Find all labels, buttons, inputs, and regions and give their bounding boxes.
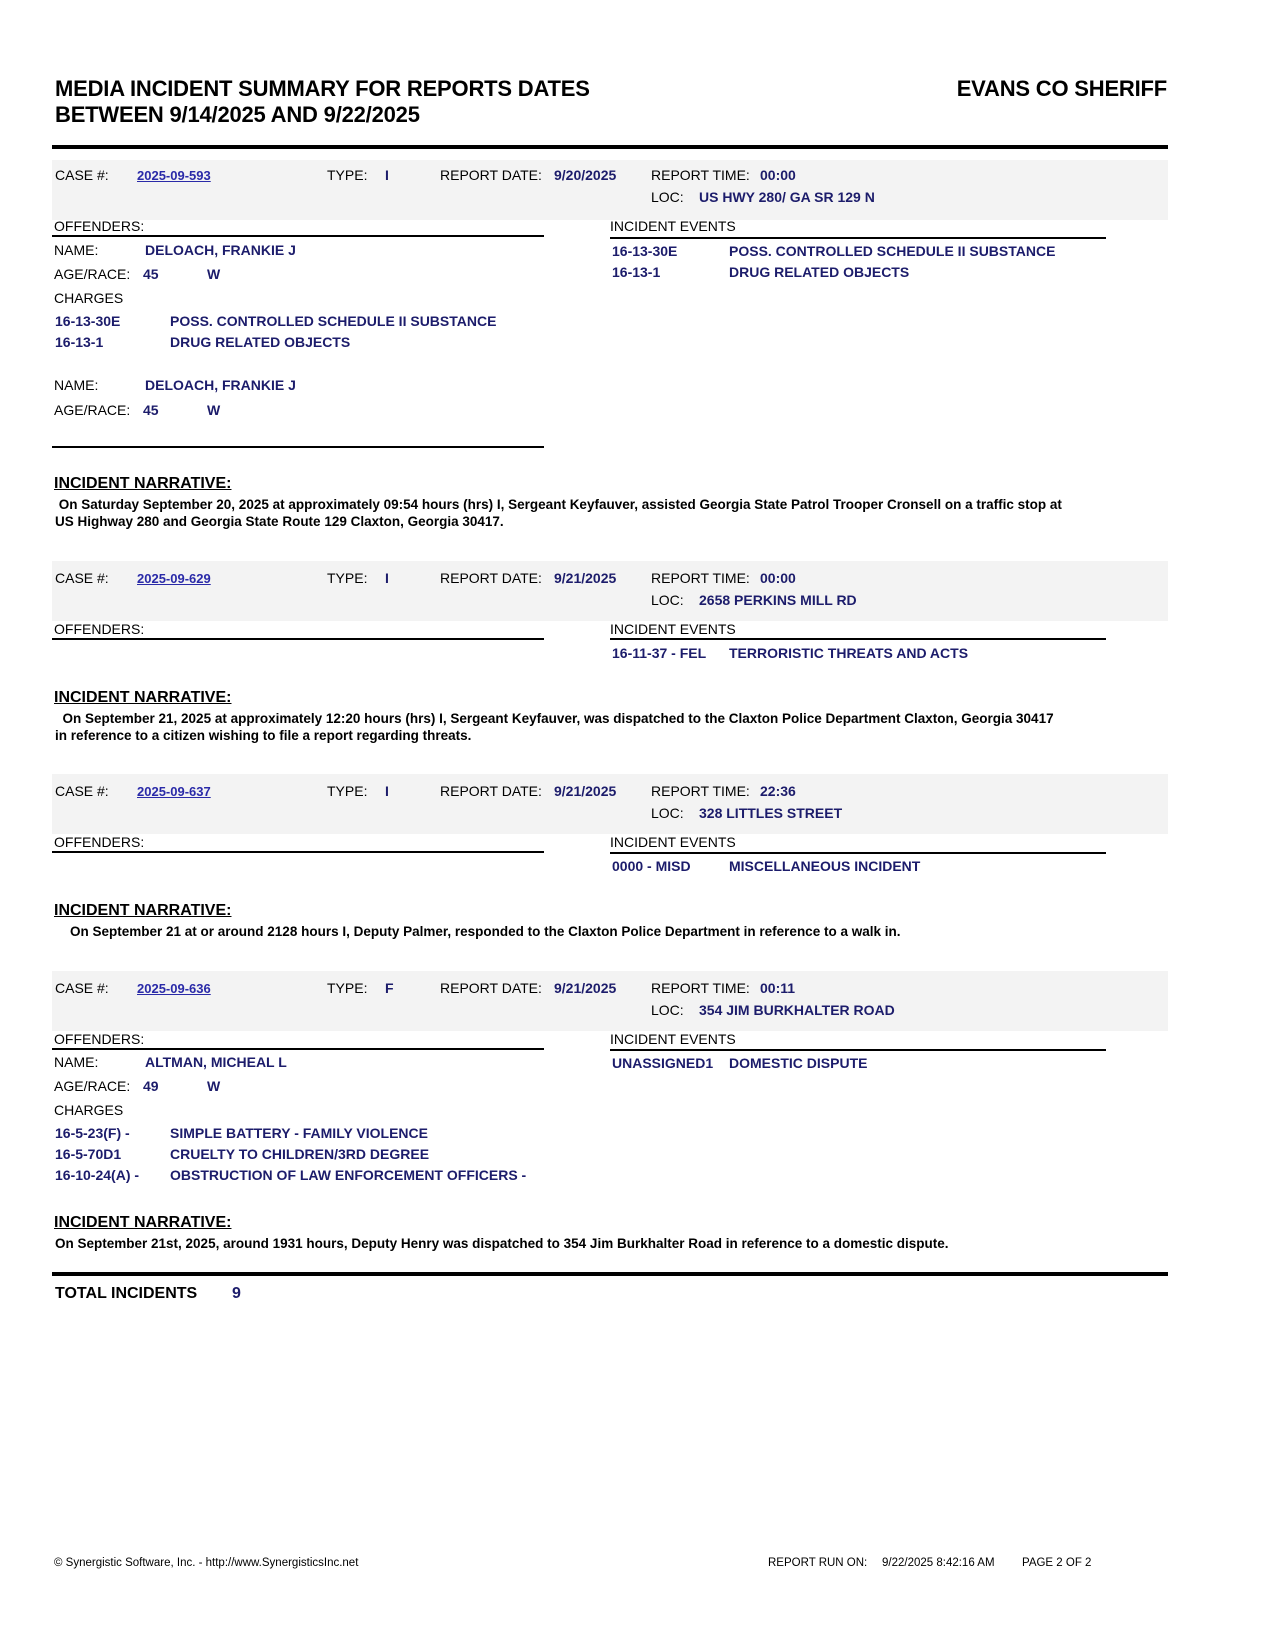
type-value: F (385, 980, 394, 996)
narrative-line: On Saturday September 20, 2025 at approximately 09:54 hours (hrs) I, Sergeant Keyfauver, assisted Georgia State Patrol Trooper Cronsell on a traffic stop at (55, 497, 1062, 512)
offenders-divider (52, 1048, 544, 1050)
charge-code: 16-5-70D1 (55, 1146, 122, 1162)
narrative-line: On September 21, 2025 at approximately 12:20 hours (hrs) I, Sergeant Keyfauver, was dispatched to the Claxton Police Department Claxton, Georgia 30417 (55, 711, 1054, 726)
case-label: CASE #: (55, 783, 109, 799)
event-code: 16-13-30E (612, 243, 678, 259)
case-label: CASE #: (55, 980, 109, 996)
offenders-label: OFFENDERS: (54, 1031, 145, 1047)
report-date-label: REPORT DATE: (440, 167, 542, 183)
event-code: 16-13-1 (612, 264, 661, 280)
report-time-label: REPORT TIME: (651, 570, 750, 586)
narrative-text (55, 923, 1175, 940)
report-time-value: 00:00 (760, 570, 796, 586)
report-date-label: REPORT DATE: (440, 570, 542, 586)
report-date-label: REPORT DATE: (440, 783, 542, 799)
report-title-line1: MEDIA INCIDENT SUMMARY FOR REPORTS DATES (55, 76, 590, 101)
charge-code: 16-5-23(F) - (55, 1125, 130, 1141)
case-number-link[interactable]: 2025-09-593 (137, 168, 211, 183)
loc-label: LOC: (651, 189, 684, 205)
event-desc: TERRORISTIC THREATS AND ACTS (729, 645, 969, 661)
charge-code: 16-10-24(A) - (55, 1167, 140, 1183)
report-title-line2: BETWEEN 9/14/2025 AND 9/22/2025 (55, 102, 420, 127)
narrative-text (55, 710, 1175, 744)
offender-name: DELOACH, FRANKIE J (145, 242, 296, 258)
report-time-value: 00:00 (760, 167, 796, 183)
type-label: TYPE: (327, 167, 368, 183)
offender-name: DELOACH, FRANKIE J (145, 377, 296, 393)
event-code: 16-11-37 - FEL (612, 645, 707, 661)
event-code: UNASSIGNED1 (612, 1055, 714, 1071)
type-label: TYPE: (327, 783, 368, 799)
incident-events-label: INCIDENT EVENTS (610, 218, 736, 234)
report-date-label: REPORT DATE: (440, 980, 542, 996)
loc-value: US HWY 280/ GA SR 129 N (699, 189, 875, 205)
name-label: NAME: (54, 242, 99, 258)
loc-label: LOC: (651, 592, 684, 608)
report-date-value: 9/21/2025 (554, 980, 617, 996)
report-run-label: REPORT RUN ON: (768, 1557, 868, 1569)
offenders-label: OFFENDERS: (54, 621, 145, 637)
age-race-label: AGE/RACE: (54, 1078, 131, 1094)
charge-desc: DRUG RELATED OBJECTS (170, 334, 351, 350)
case-label: CASE #: (55, 570, 109, 586)
offender-name: ALTMAN, MICHEAL L (145, 1054, 287, 1070)
offender-race: W (207, 266, 221, 282)
report-time-label: REPORT TIME: (651, 167, 750, 183)
offenders-divider (52, 235, 544, 237)
loc-value: 2658 PERKINS MILL RD (699, 592, 857, 608)
loc-label: LOC: (651, 805, 684, 821)
offender-age: 45 (143, 402, 159, 418)
offenders-divider (52, 638, 544, 640)
name-label: NAME: (54, 377, 99, 393)
report-time-value: 22:36 (760, 783, 796, 799)
charge-desc: POSS. CONTROLLED SCHEDULE II SUBSTANCE (170, 313, 497, 329)
age-race-label: AGE/RACE: (54, 402, 131, 418)
narrative-heading: INCIDENT NARRATIVE: (54, 1214, 232, 1231)
event-desc: POSS. CONTROLLED SCHEDULE II SUBSTANCE (729, 243, 1056, 259)
events-divider (610, 638, 1106, 640)
offenders-divider (52, 851, 544, 853)
loc-label: LOC: (651, 1002, 684, 1018)
narrative-text (55, 496, 1175, 530)
report-time-value: 00:11 (760, 980, 796, 996)
incident-events-label: INCIDENT EVENTS (610, 1031, 736, 1047)
report-date-value: 9/21/2025 (554, 783, 617, 799)
events-divider (610, 852, 1106, 854)
report-date-value: 9/21/2025 (554, 570, 617, 586)
name-label: NAME: (54, 1054, 99, 1070)
copyright-text: © Synergistic Software, Inc. - http://www.SynergisticsInc.net (54, 1557, 359, 1569)
header-divider (52, 145, 1168, 149)
offender-race: W (207, 402, 221, 418)
charge-code: 16-13-30E (55, 313, 121, 329)
narrative-heading: INCIDENT NARRATIVE: (54, 689, 232, 706)
charges-label: CHARGES (54, 290, 124, 306)
case-label: CASE #: (55, 167, 109, 183)
charge-code: 16-13-1 (55, 334, 104, 350)
events-divider (610, 237, 1106, 239)
loc-value: 328 LITTLES STREET (699, 805, 843, 821)
type-label: TYPE: (327, 570, 368, 586)
agency-name: EVANS CO SHERIFF (956, 76, 1167, 101)
charge-desc: CRUELTY TO CHILDREN/3RD DEGREE (170, 1146, 430, 1162)
charge-desc: OBSTRUCTION OF LAW ENFORCEMENT OFFICERS - (170, 1167, 527, 1183)
offender-race: W (207, 1078, 221, 1094)
incident-events-label: INCIDENT EVENTS (610, 621, 736, 637)
narrative-line: in reference to a citizen wishing to file a report regarding threats. (55, 728, 472, 743)
type-label: TYPE: (327, 980, 368, 996)
total-incidents-label: TOTAL INCIDENTS (55, 1285, 198, 1302)
narrative-line: US Highway 280 and Georgia State Route 129 Claxton, Georgia 30417. (55, 514, 504, 529)
narrative-heading: INCIDENT NARRATIVE: (54, 902, 232, 919)
type-value: I (385, 570, 389, 586)
type-value: I (385, 167, 389, 183)
totals-divider (52, 1272, 1168, 1276)
narrative-line: On September 21st, 2025, around 1931 hours, Deputy Henry was dispatched to 354 Jim Burkhalter Road in reference to a domestic dispute. (55, 1236, 949, 1251)
charges-label: CHARGES (54, 1102, 124, 1118)
case-number-link[interactable]: 2025-09-636 (137, 981, 211, 996)
event-desc: DOMESTIC DISPUTE (729, 1055, 868, 1071)
event-desc: MISCELLANEOUS INCIDENT (729, 858, 921, 874)
offenders-label: OFFENDERS: (54, 834, 145, 850)
report-time-label: REPORT TIME: (651, 980, 750, 996)
case-number-link[interactable]: 2025-09-637 (137, 784, 211, 799)
report-title (55, 76, 590, 128)
loc-value: 354 JIM BURKHALTER ROAD (699, 1002, 895, 1018)
event-code: 0000 - MISD (612, 858, 691, 874)
page-number: PAGE 2 OF 2 (1022, 1557, 1092, 1569)
offender-age: 45 (143, 266, 159, 282)
offender-age: 49 (143, 1078, 159, 1094)
charge-desc: SIMPLE BATTERY - FAMILY VIOLENCE (170, 1125, 428, 1141)
type-value: I (385, 783, 389, 799)
report-time-label: REPORT TIME: (651, 783, 750, 799)
age-race-label: AGE/RACE: (54, 266, 131, 282)
narrative-heading: INCIDENT NARRATIVE: (54, 475, 232, 492)
offenders-end-divider (52, 446, 544, 448)
offenders-label: OFFENDERS: (54, 218, 145, 234)
case-number-link[interactable]: 2025-09-629 (137, 571, 211, 586)
report-date-value: 9/20/2025 (554, 167, 617, 183)
total-incidents-value: 9 (232, 1285, 241, 1302)
incident-events-label: INCIDENT EVENTS (610, 834, 736, 850)
events-divider (610, 1049, 1106, 1051)
event-desc: DRUG RELATED OBJECTS (729, 264, 910, 280)
report-run-value: 9/22/2025 8:42:16 AM (882, 1557, 995, 1569)
narrative-text (55, 1235, 1175, 1252)
narrative-line: On September 21 at or around 2128 hours I, Deputy Palmer, responded to the Claxton Police Department in reference to a walk in. (55, 924, 901, 939)
